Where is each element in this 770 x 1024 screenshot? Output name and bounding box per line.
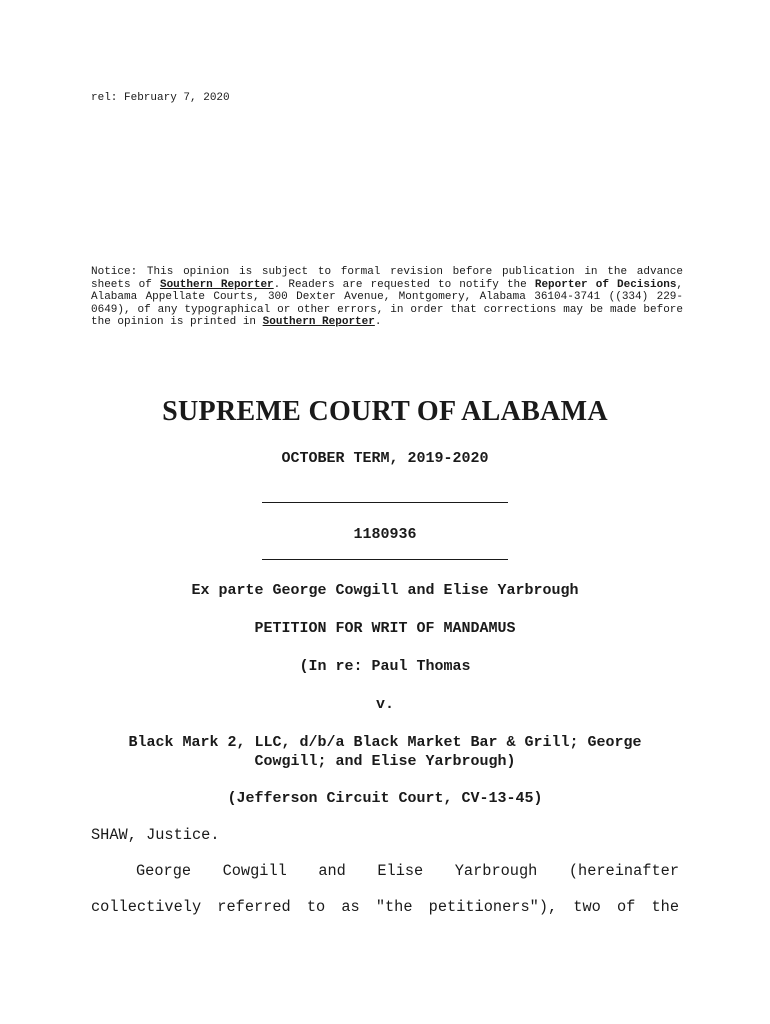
opinion-author: SHAW, Justice.: [91, 826, 220, 844]
opinion-word: Elise: [377, 862, 424, 880]
lower-court: (Jefferson Circuit Court, CV-13-45): [227, 790, 543, 807]
notice-text-1: Notice: This opinion is subject to formal revision before publication in the advance sheets of: [91, 266, 683, 291]
southern-reporter-reference: Southern Reporter: [159, 278, 274, 291]
opinion-word: (hereinafter: [568, 862, 679, 880]
opinion-paragraph-line: collectively referred to as "the petitioners"), two of the: [91, 898, 679, 916]
opinion-word: Yarbrough: [454, 862, 538, 880]
opinion-word: Cowgill: [222, 862, 287, 880]
notice-text-4: .: [374, 316, 382, 329]
opinion-word: and: [318, 862, 346, 880]
case-number: 1180936: [353, 526, 417, 543]
notice-text-2: . Readers are requested to notify the: [273, 278, 535, 291]
divider: [262, 559, 508, 560]
opinion-paragraph-line: [136, 862, 679, 880]
petition-type: PETITION FOR WRIT OF MANDAMUS: [254, 620, 516, 637]
southern-reporter-reference: Southern Reporter: [262, 316, 375, 329]
notice-text-3: , Alabama Appellate Courts, 300 Dexter Avenue, Montgomery, Alabama 36104-3741 ((334) 229-0649), of any typographical or other errors, in order that corrections may be made before the opinion is printed in: [91, 278, 684, 329]
publication-notice: [91, 266, 683, 329]
versus: v.: [375, 696, 394, 713]
case-caption: Ex parte George Cowgill and Elise Yarbrough: [191, 582, 579, 599]
term: OCTOBER TERM, 2019-2020: [281, 450, 489, 467]
court-title: SUPREME COURT OF ALABAMA: [162, 396, 608, 427]
opinion-word: George: [136, 862, 192, 880]
divider: [262, 502, 508, 503]
parties: Black Mark 2, LLC, d/b/a Black Market Bar & Grill; George Cowgill; and Elise Yarbrough): [128, 734, 642, 770]
in-re: (In re: Paul Thomas: [299, 658, 471, 675]
release-date: rel: February 7, 2020: [91, 92, 230, 104]
reporter-of-decisions: Reporter of Decisions: [534, 278, 677, 291]
